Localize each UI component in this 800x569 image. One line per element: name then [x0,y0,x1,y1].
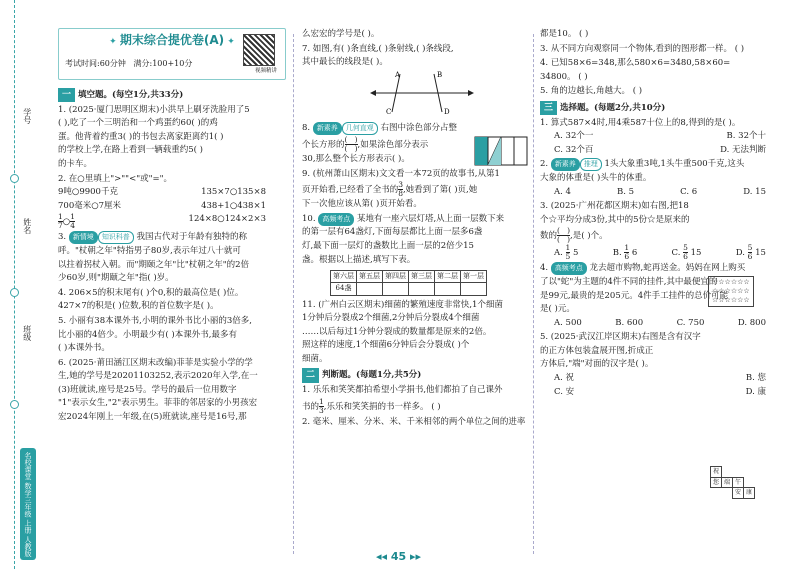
judge-5: 5. 角的边越长,角越大。 ( ) [540,86,643,97]
section-3-heading: 三 选择题。(每题2分,共10分) [540,99,772,116]
lighthouse-table: 第六层 第五层 第四层 第三层 第二层 第一层 64盏 [330,270,487,295]
arrow-left [370,90,376,96]
exam-meta: 考试时间:60分钟 满分:100+10分 [65,59,193,69]
question-11: 11. (广州白云区期末)细菌的繁殖速度非常快,1个细菌 1分钟后分裂成2个细菌,2分钟后分裂成4个细菌 ……以后每过1分钟分裂成的数量都是原来的2倍。 照这样的速度,1个细菌6分钟后会分裂成( )个 细菌。 [302,299,503,364]
choice-5: 5. (2025·武汉江岸区期末)右图是含有汉字 的正方体包装盒展开图,折成正 方体后,"端"对面的汉字是( )。 A. 祝 B. 您 C. 安 D. 康 [540,332,766,397]
choice-3: 3. (2025·广州花都区期末)如右图,把18 个☆平均分成3份,其中的5份☆是原来的 数的 $\frac{( )}{( )}$ ,是( )个。 A. $\frac{1}{5}$ 5 B. $\frac{1}{6}$ 6 C. $\frac{5}{6}$ 15 D. $\frac{5}{6}$ 15 [540,201,766,262]
section-1-heading: 一 填空题。(每空1分,共33分) [58,86,286,103]
binding-hole [10,400,19,409]
question-2: 2. 在○里填上">""<"或"="。 9吨○9900千克 135×7○135×8 700毫米○7厘米 438+1○438×1 $\frac{1}{7}$ ○ $\frac{1}{4}$ 124×8○124×2×3 [58,173,266,231]
svg-text:A: A [395,70,401,79]
svg-text:C: C [386,107,392,116]
column-2: 么宏宏的学号是( )。 7. 如图,有( )条直线,( )条射线,( )条线段, 其中最长的线段是( )。 A B C D 8. 新素养 几何直观 右图中涂色部分占整 个长方形的 $\frac{( )}{( )}$ ,如果涂色部分表示 30,那么整个长方形表示( )。 9. (杭州萧山区期末)文文看一本72页的故事书,从第1 页开始看,已经看了全书的 $\frac{3}{8}$ ,她看到了第( )页,她 下一次他应该从第( )页开始看。 10. 高频考点 某地有一座六层灯塔,从上面一层数下来 的第一层有64盏灯,下面每层都比上面一层多6盏 灯,最下面一层灯的盏数比上面一层的2倍少15 盏。根据以上描述,填写下表。 第六层 第五层 第四层 第三层 第二层 第一层 64盏 11. (广州白云区期末)细菌的繁殖速度非常快,1个细菌 1分钟后分裂成2个细菌,2分钟后分裂成4个细菌 ……以后每过1分钟分裂成的数量都是原来的2倍。 照这样的速度,1个细菌6分钟后会分裂成( )个 细菌。 二 判断题。(每题1分,共5分) 1. 乐乐和笑笑都拍希望小学捐书,他们都拍了自己课外 书的 $\frac{1}{3}$ ,乐乐和笑笑捐的书一样多。 ( ) 2. 毫米、厘米、分米、米、千米相邻的两个单位之间的进率 [302,28,530,429]
label-name: 姓名 [22,218,32,234]
cut-line [14,0,15,569]
arrow-right [468,90,474,96]
question-3: 3. 新情境 知识科普 我国古代对于年龄有独特的称 呼。"杖朝之年"特指男子80岁,表示年过八十就可 以拄着拐杖入朝。而"期颐之年"比"杖朝之年"的2倍 少60岁,则"期颐之年"指( )岁。 [58,232,250,284]
qr-code-icon[interactable] [243,34,275,66]
svg-text:B: B [437,70,443,79]
qr-label: 视频精讲 [254,68,277,74]
judge-1: 1. 乐乐和笑笑都拍希望小学捐书,他们都拍了自己课外 书的 $\frac{1}{3}$ ,乐乐和笑笑捐的书一样多。 ( ) [302,385,503,415]
question-5: 5. 小丽有38本课外书,小明的课外书比小丽的3倍多, 比小丽的4倍少。小明最少有( )本课外书,最多有 ( )本课外书。 [58,315,252,354]
choice-4: 4. 高频考点 龙去超市购物,蛇再送金。妈妈在网上购买 了以"蛇"为主题的4件不同的挂件,其中最便宜的 是99元,最贵的是205元。4件手工挂件的总价可能 是( )元。 A. 500 B. 600 C. 750 D. 800 [540,263,766,328]
stars-figure: ☆☆☆☆☆☆ ☆☆☆☆☆☆ ☆☆☆☆☆☆ [708,276,754,307]
cube-net-figure: 祝 您 端 午 安 康 [710,466,755,499]
column-divider [293,34,294,554]
page-number: ◂◂ 45 ▸▸ [376,550,422,563]
judge-2: 2. 毫米、厘米、分米、米、千米相邻的两个单位之间的进率 [302,416,526,427]
label-student-id: 学号 [22,108,32,124]
choice-1: 1. 算式587×4时,用4乘587十位上的8,得到的是( )。 A. 32个一 B. 32个十 C. 32个百 D. 无法判断 [540,117,766,155]
question-9: 9. (杭州萧山区期末)文文看一本72页的故事书,从第1 页开始看,已经看了全书的 $\frac{3}{8}$ ,她看到了第( )页,她 下一次他应该从第( )页开始看。 [302,168,500,210]
title-box [58,28,286,80]
column-divider [533,34,534,554]
series-banner: 名校课堂 数学三年级 上册 人教版 [20,448,36,560]
choice-2: 2. 新素养 推理 1头大象重3吨,1头牛重500千克,这头 大象的体重是( )头牛的体重。 A. 4 B. 5 C. 6 D. 15 [540,159,766,197]
question-7: 7. 如图,有( )条直线,( )条射线,( )条线段, 其中最长的线段是( )。 [302,43,454,68]
question-8: 8. 新素养 几何直观 右图中涂色部分占整 个长方形的 $\frac{( )}{( )}$ ,如果涂色部分表示 30,那么整个长方形表示( )。 [302,123,458,164]
shaded-rectangle-figure [474,136,530,166]
question-4: 4. 206×5的积末尾有( )个0,积的最高位是( )位。 427×7的积是( )位数,积的首位数字是( )。 [58,287,244,312]
judge-4: 4. 已知58×6=348,那么580×6=3480,58×60= 34800。 ( ) [540,58,731,82]
label-class: 班级 [22,325,32,341]
page-title: ✦ 期末综合提优卷(A) ✦ [109,33,235,47]
lines-figure [302,70,530,116]
question-10: 10. 高频考点 某地有一座六层灯塔,从上面一层数下来 的第一层有64盏灯,下面每层都比上面一层多6盏 灯,最下面一层灯的盏数比上面一层的2倍少15 盏。根据以上描述,填写下表。 [302,213,505,265]
section-2-heading: 二 判断题。(每题1分,共5分) [302,366,530,383]
svg-text:D: D [444,107,450,116]
question-6: 6. (2025·莆田涵江区期末改编)菲菲是实验小学的学 生,她的学号是20201103252,表示2020年入学,在一 (3)班就读,座号是25号。学号的最后一位用数字 "1"表示女生,"2"表示男生。菲菲的邻居家的小男孩宏 宏2024年刚上一年级,在(5)班就读,座号是16号,那 [58,357,258,423]
binding-strip [0,0,42,569]
judge-3: 3. 从不同方向观察同一个物体,看到的图形都一样。 ( ) [540,43,745,54]
column-3: 都是10。 ( ) 3. 从不同方向观察同一个物体,看到的图形都一样。 ( ) 4. 已知58×6=348,那么580×6=3480,58×60= 34800。 ( ) 5. 角的边越长,角越大。 ( ) 三 选择题。(每题2分,共10分) 1. 算式587×4时,用4乘587十位上的8,得到的是( )。 A. 32个一 B. 32个十 C. 32个百 D. 无法判断 2. 新素养 推理 1头大象重3吨,1头牛重500千克,这头 大象的体重是( )头牛的体重。 A. 4 B. 5 C. 6 D. 15 3. (2025·广州花都区期末)如右图,把18 个☆平均分成3份,其中的5份☆是原来的 数的 $\frac{( )}{( )}$ ,是( )个。 A. $\frac{1}{5}$ 5 B. $\frac{1}{6}$ 6 C. $\frac{5}{6}$ 15 D. $\frac{5}{6}$ 15 ☆☆☆☆☆☆ ☆☆☆☆☆☆ ☆☆☆☆☆☆ 4. 高频考点 龙去超市购物,蛇再送金。妈妈在网上购买 了以"蛇"为主题的4件不同的挂件,其中最便宜的 是99元,最贵的是205元。4件手工挂件的总价可能 是( )元。 A. 500 B. 600 C. 750 D. 800 5. (2025·武汉江岸区期末)右图是含有汉字 的正方体包装盒展开图,折成正 方体后,"端"对面的汉字是( )。 A. 祝 B. 您 C. 安 D. 康 祝 您 端 午 安 康 [540,28,772,399]
tag-new-context: 新情境 [69,231,98,244]
question-1: 1. (2025·厦门思明区期末)小洪早上刷牙洗脸用了5 ( ),吃了一个三明治和一个鸡蛋约60( )的鸡 蛋。他背着约重3( )的书包去离家距离约1( ) 的学校上学,在路上看到一辆载重约5( ) 的卡车。 [58,104,250,169]
binding-hole [10,174,19,183]
binding-hole [10,288,19,297]
column-1 [58,28,286,425]
